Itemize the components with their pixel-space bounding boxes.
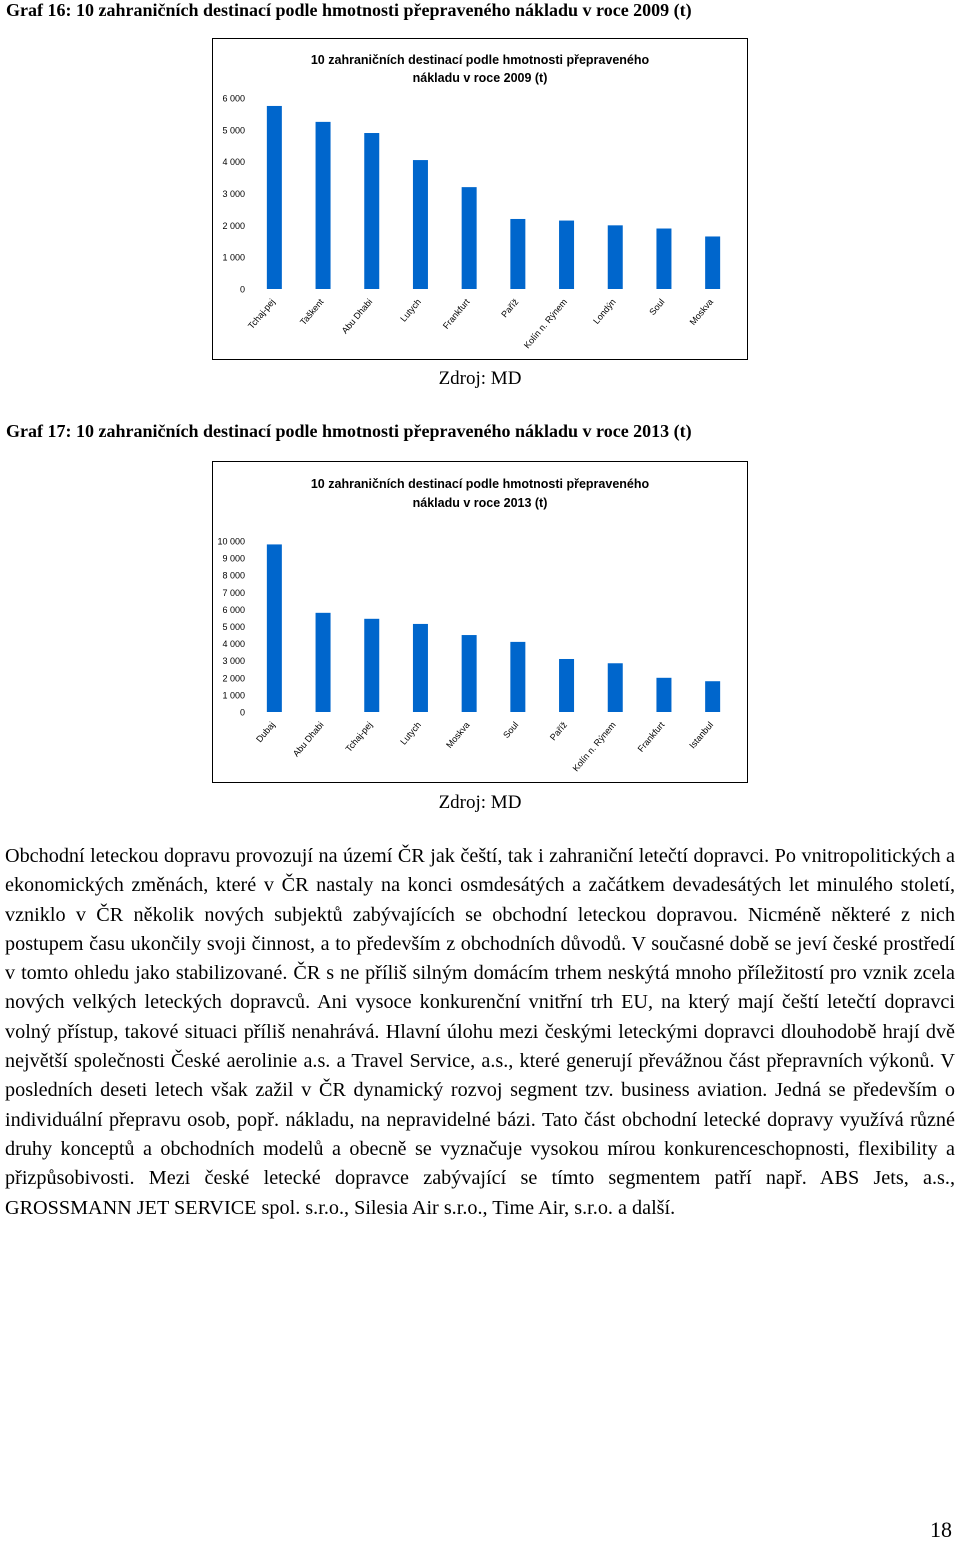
y-tick-label: 0 (239, 284, 245, 295)
chart-title-line: nákladu v roce 2009 (t) (412, 71, 548, 85)
bar (510, 642, 525, 712)
bar (316, 122, 331, 289)
x-tick-label: Abu Dhabi (290, 719, 326, 759)
bar (608, 225, 623, 289)
y-tick-label: 5 000 (222, 125, 245, 136)
y-tick-label: 10 000 (217, 536, 245, 547)
bar (656, 229, 671, 289)
graph17-caption: Graf 17: 10 zahraničních destinací podle hmotnosti přepraveného nákladu v roce 2013 (t) (6, 421, 692, 441)
page-number: 18 (930, 1517, 952, 1542)
x-tick-label: Taškent (297, 296, 326, 328)
x-tick-label: Paříž (547, 719, 570, 743)
bar (510, 219, 525, 289)
chart-title-line: nákladu v roce 2013 (t) (412, 496, 548, 510)
bar (559, 659, 574, 712)
bar (559, 221, 574, 289)
graph17-source: Zdroj: MD (438, 792, 522, 813)
y-tick-label: 1 000 (222, 690, 245, 701)
x-tick-label: Tchaj-pej (343, 719, 375, 754)
chart-2009-svg (213, 39, 747, 359)
y-tick-label: 6 000 (222, 604, 245, 615)
bar (608, 663, 623, 712)
bar (413, 624, 428, 712)
y-tick-label: 4 000 (222, 157, 245, 168)
x-tick-label: Tchaj-pej (246, 296, 277, 331)
chart-title-line: 10 zahraničních destinací podle hmotnosti přepraveného (310, 53, 650, 67)
body-paragraph: Obchodní leteckou dopravu provozují na území ČR jak čeští, tak i zahraniční letečtí dopravci. Po vnitropolitických a ekonomických změnách, které v ČR nastaly na konci osmdesátých a začátkem devadesátých let minulého století, vzniklo v ČR několik nových subjektů zabývajících se obchodní leteckou dopravou. Nicméně některé z nich postupem času ukončily svoji činnost, a to především z obchodních důvodů. V současné době se jeví české prostředí v tomto ohledu jako stabilizované. ČR s ne příliš silným domácím trhem neskýtá mnoho příležitostí pro vznik zcela nových velkých leteckých dopravců. Ani vysoce konkurenční vnitřní trh EU, na který mají čeští letečtí dopravci volný přístup, takové situaci příliš nenahrává. Hlavní úlohu mezi českými leteckými dopravci dlouhodobě hrají dvě největší společnosti České aerolinie a.s. a Travel Service, a.s., které generují převážnou část přepravních výkonů. V posledních deseti letech však zažil v ČR dynamický rozvoj segment tzv. business aviation. Jedná se především o individuální přepravu osob, popř. nákladu, na nepravidelné bázi. Tato část obchodní letecké dopravy využívá různé druhy konceptů a obchodních modelů a obecně se vyznačuje vysokou mírou konkurenceschopnosti, flexibility a přizpůsobivosti. Mezi české letecké dopravce zabývající se tímto segmentem patří např. ABS Jets, a.s., GROSSMANN JET SERVICE spol. s.r.o., Silesia Air s.r.o., Time Air, s.r.o. a další. (5, 845, 955, 1219)
bar (364, 133, 379, 289)
y-tick-label: 6 000 (222, 93, 245, 104)
bar (316, 613, 331, 712)
bar (656, 678, 671, 712)
x-tick-label: Abu Dhabi (339, 296, 375, 336)
bar (267, 106, 282, 289)
chart-2009 (212, 38, 748, 360)
y-tick-label: 1 000 (222, 252, 245, 263)
x-tick-label: Moskva (444, 719, 472, 751)
bar (462, 187, 477, 289)
y-tick-label: 0 (239, 707, 245, 718)
y-tick-label: 4 000 (222, 639, 245, 650)
x-tick-label: Paříž (499, 296, 521, 320)
x-tick-label: Kolín n. Rýnem (521, 296, 570, 351)
y-tick-label: 3 000 (222, 189, 245, 199)
y-tick-label: 2 000 (222, 673, 245, 684)
x-tick-label: Kolín n. Rýnem (570, 719, 618, 774)
y-tick-label: 7 000 (222, 587, 245, 598)
chart-2013-svg (213, 462, 747, 782)
y-tick-label: 2 000 (222, 220, 245, 231)
x-tick-label: Istanbul (687, 719, 716, 751)
y-tick-label: 9 000 (222, 553, 245, 564)
x-tick-label: Lutych (398, 719, 423, 747)
x-tick-label: Soul (647, 296, 667, 318)
graph16-caption: Graf 16: 10 zahraničních destinací podle hmotnosti přepraveného nákladu v roce 2009 (t) (6, 0, 692, 20)
x-tick-label: Moskva (687, 296, 716, 328)
x-tick-label: Lutych (398, 296, 423, 324)
bar (364, 619, 379, 712)
bar (413, 160, 428, 289)
x-tick-label: Soul (501, 719, 521, 741)
chart-title-line: 10 zahraničních destinací podle hmotnosti přepraveného (310, 477, 650, 491)
bar (462, 635, 477, 712)
x-tick-label: Frankfurt (440, 296, 472, 331)
bar (267, 544, 282, 712)
y-tick-label: 3 000 (222, 656, 245, 667)
graph16-source: Zdroj: MD (438, 368, 522, 389)
x-tick-label: Londýn (591, 296, 618, 326)
x-tick-label: Frankfurt (635, 719, 667, 754)
chart-2013 (212, 461, 748, 783)
bar (705, 236, 720, 289)
y-tick-label: 8 000 (222, 570, 245, 581)
bar (705, 681, 720, 712)
y-tick-label: 5 000 (222, 622, 245, 632)
x-tick-label: Dubaj (254, 719, 277, 745)
